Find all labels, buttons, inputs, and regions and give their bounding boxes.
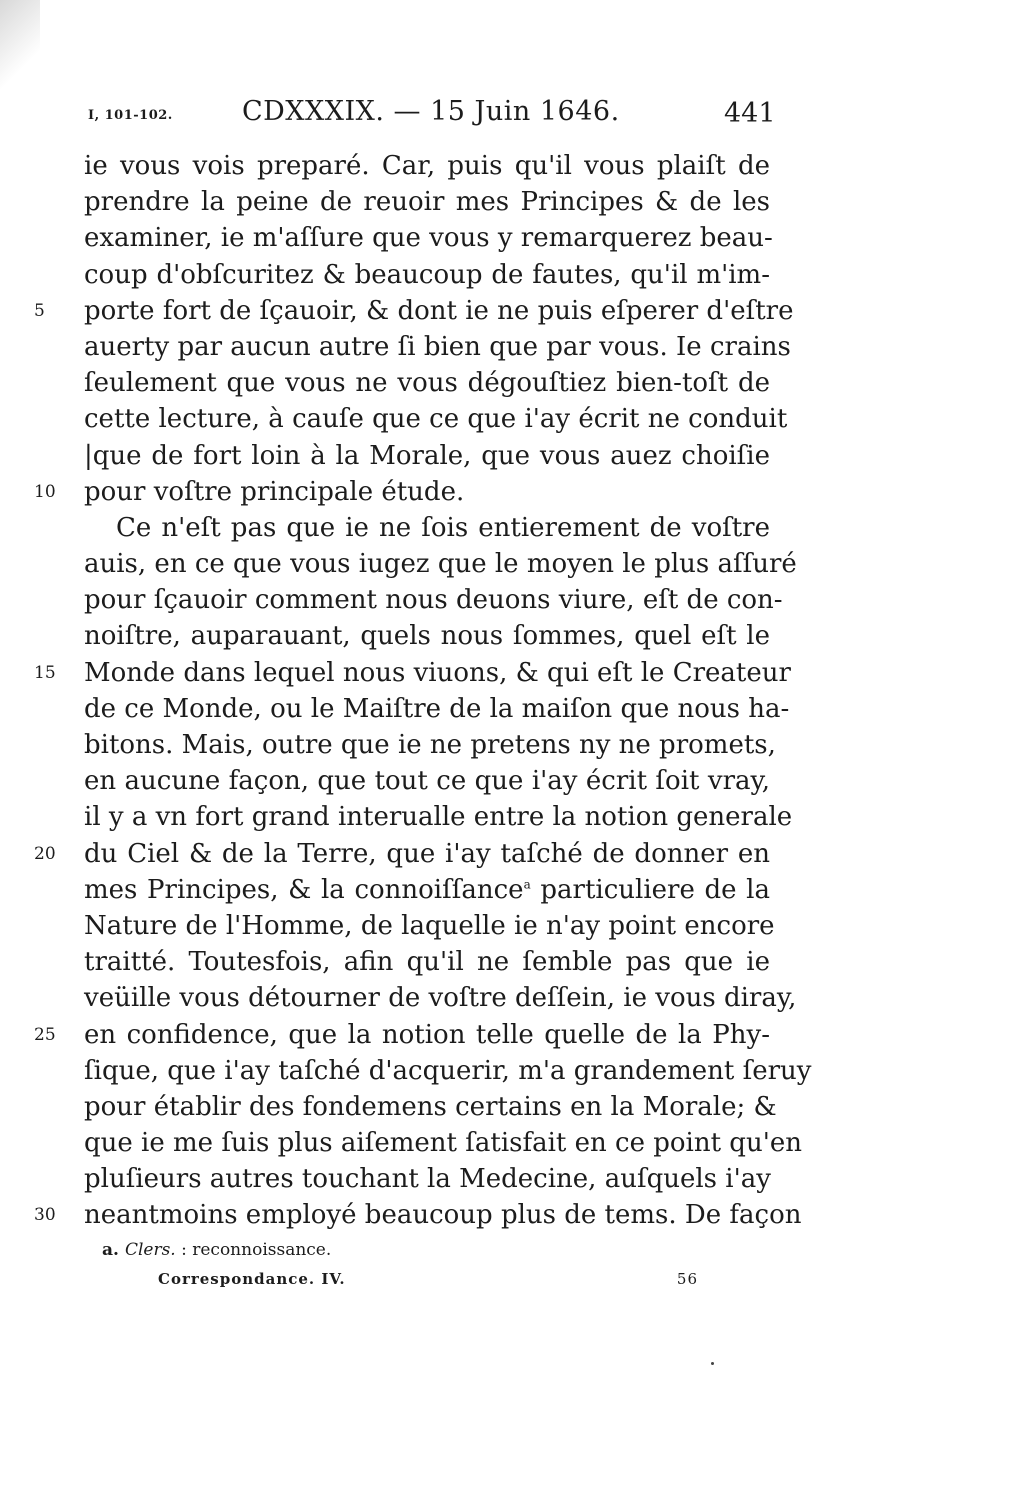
line-text: Monde dans lequel nous viuons, & qui eſt le Createur xyxy=(84,657,791,688)
line-number: 30 xyxy=(34,1205,56,1226)
line-text: cette lecture, à cauſe que ce que i'ay écrit ne conduit xyxy=(84,404,788,435)
line-text: en confidence, que la notion telle quelle de la Phy- xyxy=(84,1019,770,1050)
text-line xyxy=(84,1161,770,1197)
line-text: pluſieurs autres touchant la Medecine, auſquels i'ay xyxy=(84,1164,771,1195)
text-line xyxy=(84,908,775,944)
text-line xyxy=(84,148,770,184)
line-text: traitté. Toutesfois, afin qu'il ne ſemble pas que ie xyxy=(84,947,770,978)
line-text: Nature de l'Homme, de laquelle ie n'ay point encore xyxy=(84,910,775,941)
line-text: de ce Monde, ou le Maiſtre de la maiſon que nous ha- xyxy=(84,693,790,724)
letter-title: CDXXXIX. — 15 Juin 1646. xyxy=(242,96,620,127)
text-line xyxy=(34,1197,802,1233)
text-line xyxy=(84,1053,812,1089)
text-line xyxy=(84,618,770,654)
line-text-tail: particuliere de la xyxy=(540,874,770,905)
line-number: 10 xyxy=(34,481,56,502)
footnote-label: a. xyxy=(102,1240,119,1260)
text-line xyxy=(84,691,790,727)
text-line xyxy=(84,1125,802,1161)
letter-body xyxy=(34,148,812,1234)
line-text: ſeulement que vous ne vous dégouſtiez bien-toſt de xyxy=(84,368,770,399)
line-number: 20 xyxy=(34,843,56,864)
line-text: examiner, ie m'aſſure que vous y remarquerez beau- xyxy=(84,223,773,254)
page-number: 441 xyxy=(724,98,776,129)
line-text: en aucune façon, que tout ce que i'ay écrit ſoit vray, xyxy=(84,766,770,797)
footnote-marker: a xyxy=(523,877,531,892)
line-text: |que de fort loin à la Morale, que vous auez choiſie xyxy=(84,440,770,471)
page-corner-shadow xyxy=(0,0,40,90)
text-line xyxy=(84,365,770,401)
footnote-text: : reconnoissance. xyxy=(181,1240,332,1260)
text-line xyxy=(84,799,793,835)
line-text: noiſtre, auparauant, quels nous ſommes, quel eſt le xyxy=(84,621,770,652)
line-text: bitons. Mais, outre que ie ne pretens ny ne promets, xyxy=(84,730,776,760)
line-text: pour ſçauoir comment nous deuons viure, eſt de con- xyxy=(84,585,783,616)
text-line xyxy=(84,184,770,220)
line-number: 15 xyxy=(34,662,56,683)
signature-mark: 56 xyxy=(676,1270,698,1288)
text-line xyxy=(84,329,791,365)
line-text: veüille vous détourner de voſtre deſſein, ie vous diray, xyxy=(84,983,797,1014)
line-text: auis, en ce que vous iugez que le moyen le plus aſſuré xyxy=(84,549,797,580)
page-reference: I, 101-102. xyxy=(88,108,173,123)
line-text: que ie me ſuis plus aiſement ſatisfait en ce point qu'en xyxy=(84,1128,802,1159)
text-line xyxy=(84,438,770,474)
text-line xyxy=(84,944,770,980)
print-speck xyxy=(711,1362,714,1365)
footnote-editor: Clers. xyxy=(124,1240,176,1260)
text-line xyxy=(84,257,770,293)
text-line xyxy=(34,1017,770,1053)
text-line xyxy=(84,220,773,256)
running-header xyxy=(0,96,1024,136)
text-line xyxy=(84,1089,777,1125)
line-text: ie vous vois preparé. Car, puis qu'il vous plaiſt de xyxy=(84,151,770,181)
text-line xyxy=(34,655,791,691)
line-text: pour voſtre principale étude. xyxy=(84,476,465,507)
line-text: il y a vn fort grand interualle entre la notion generale xyxy=(84,802,793,833)
text-line xyxy=(84,872,770,908)
line-number: 5 xyxy=(34,300,45,321)
line-text: mes Principes, & la connoiſſance xyxy=(84,874,524,905)
line-text: pour établir des fondemens certains en la Morale; & xyxy=(84,1091,777,1122)
text-line xyxy=(84,763,770,799)
line-text: coup d'obſcuritez & beaucoup de fautes, qu'il m'im- xyxy=(84,259,770,290)
line-text: auerty par aucun autre ſi bien que par vous. Ie crains xyxy=(84,331,791,362)
text-line xyxy=(84,546,797,582)
text-line xyxy=(84,582,783,618)
line-text: Ce n'eſt pas que ie ne ſois entierement de voſtre xyxy=(116,512,770,543)
page-footer xyxy=(158,1270,698,1288)
volume-label: Correspondance. IV. xyxy=(158,1270,346,1288)
line-text: ſique, que i'ay taſché d'acquerir, m'a grandement ſeruy xyxy=(84,1055,812,1086)
line-text: neantmoins employé beaucoup plus de tems. De façon xyxy=(84,1200,802,1231)
text-line xyxy=(84,401,788,437)
text-line xyxy=(84,727,776,763)
line-text: porte fort de ſçauoir, & dont ie ne puis eſperer d'eſtre xyxy=(84,295,794,326)
text-line xyxy=(84,510,770,546)
text-line xyxy=(34,474,770,510)
line-number: 25 xyxy=(34,1024,56,1045)
text-line xyxy=(84,980,797,1016)
text-line xyxy=(34,836,770,872)
line-text: prendre la peine de reuoir mes Principes & de les xyxy=(84,187,770,218)
line-text: du Ciel & de la Terre, que i'ay taſché de donner en xyxy=(84,838,770,869)
text-line xyxy=(34,293,794,329)
footnote xyxy=(102,1240,331,1260)
